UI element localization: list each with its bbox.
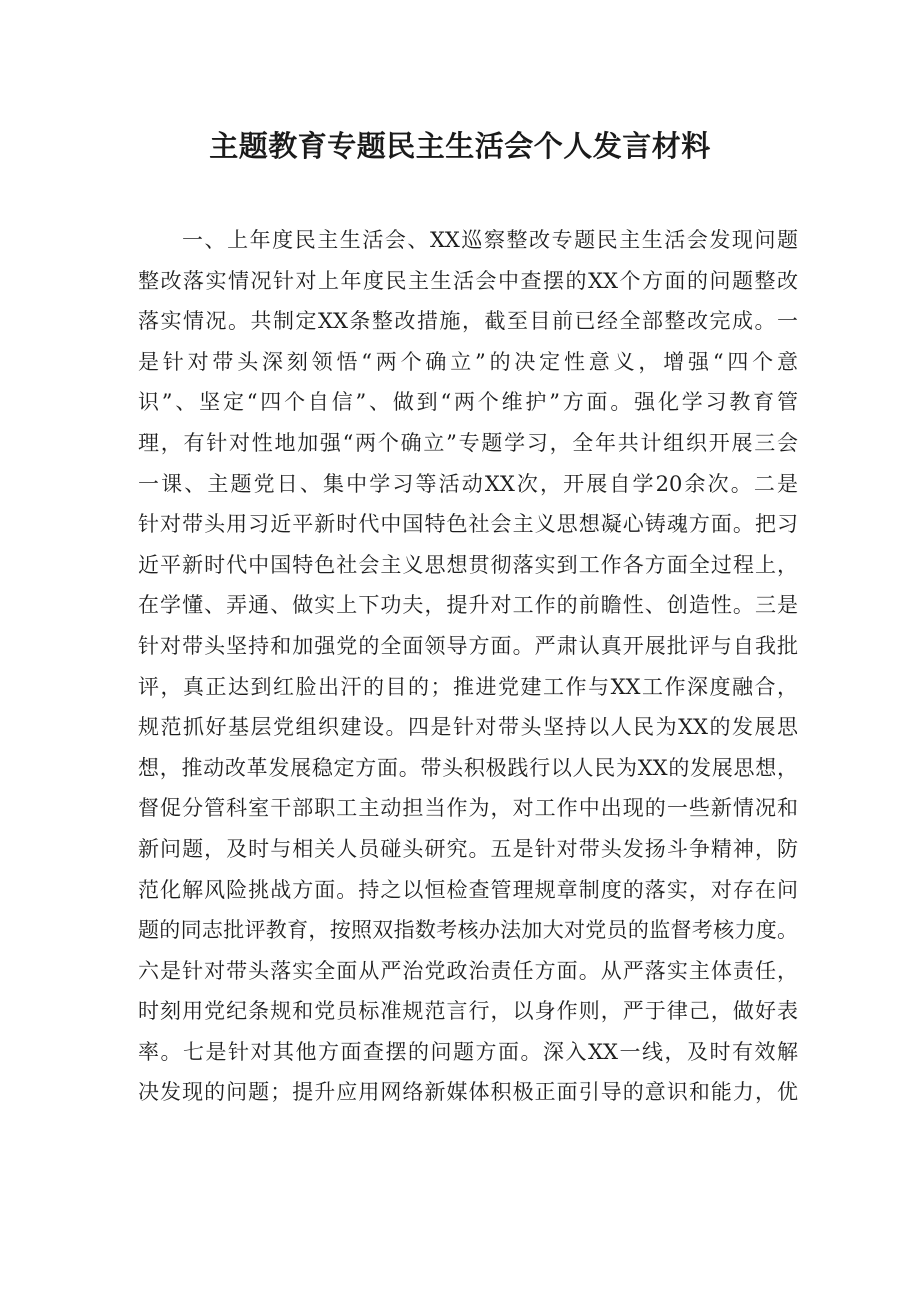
body-line: 率。七是针对其他方面查摆的问题方面。深入XX一线，及时有效解 bbox=[138, 1039, 798, 1064]
body-line: 在学懂、弄通、做实上下功夫，提升对工作的前瞻性、创造性。三是 bbox=[138, 593, 798, 618]
body-line: 评，真正达到红脸出汗的目的；推进党建工作与XX工作深度融合， bbox=[138, 674, 798, 699]
body-line: 一、上年度民主生活会、XX巡察整改专题民主生活会发现问题 bbox=[182, 228, 798, 252]
document-title: 主题教育专题民主生活会个人发言材料 bbox=[209, 129, 711, 163]
body-line: 理，有针对性地加强“两个确立”专题学习，全年共计组织开展三会 bbox=[138, 430, 798, 455]
body-line: 督促分管科室干部职工主动担当作为，对工作中出现的一些新情况和 bbox=[138, 796, 798, 821]
body-line: 针对带头坚持和加强党的全面领导方面。严肃认真开展批评与自我批 bbox=[138, 633, 798, 658]
body-line: 一课、主题党日、集中学习等活动XX次，开展自学20余次。二是 bbox=[138, 471, 798, 496]
body-line: 落实情况。共制定XX条整改措施，截至目前已经全部整改完成。一 bbox=[138, 309, 798, 334]
body-line: 想，推动改革发展稳定方面。带头积极践行以人民为XX的发展思想， bbox=[138, 755, 798, 780]
body-line: 整改落实情况针对上年度民主生活会中查摆的XX个方面的问题整改 bbox=[138, 268, 798, 293]
document-body bbox=[138, 220, 798, 1113]
body-line: 识”、坚定“四个自信”、做到“两个维护”方面。强化学习教育管 bbox=[138, 390, 798, 415]
body-line: 针对带头用习近平新时代中国特色社会主义思想凝心铸魂方面。把习 bbox=[138, 512, 798, 537]
body-line: 六是针对带头落实全面从严治党政治责任方面。从严落实主体责任， bbox=[138, 958, 798, 983]
body-line: 近平新时代中国特色社会主义思想贯彻落实到工作各方面全过程上， bbox=[138, 552, 798, 577]
body-line: 规范抓好基层党组织建设。四是针对带头坚持以人民为XX的发展思 bbox=[138, 715, 798, 740]
body-line: 是针对带头深刻领悟“两个确立”的决定性意义，增强“四个意 bbox=[138, 349, 798, 374]
body-line: 决发现的问题；提升应用网络新媒体积极正面引导的意识和能力，优 bbox=[138, 1080, 798, 1105]
body-line: 范化解风险挑战方面。持之以恒检查管理规章制度的落实，对存在问 bbox=[138, 877, 798, 902]
body-line: 时刻用党纪条规和党员标准规范言行，以身作则，严于律己，做好表 bbox=[138, 999, 798, 1024]
body-line: 题的同志批评教育，按照双指数考核办法加大对党员的监督考核力度。 bbox=[138, 918, 798, 943]
body-line: 新问题，及时与相关人员碰头研究。五是针对带头发扬斗争精神，防 bbox=[138, 836, 798, 861]
